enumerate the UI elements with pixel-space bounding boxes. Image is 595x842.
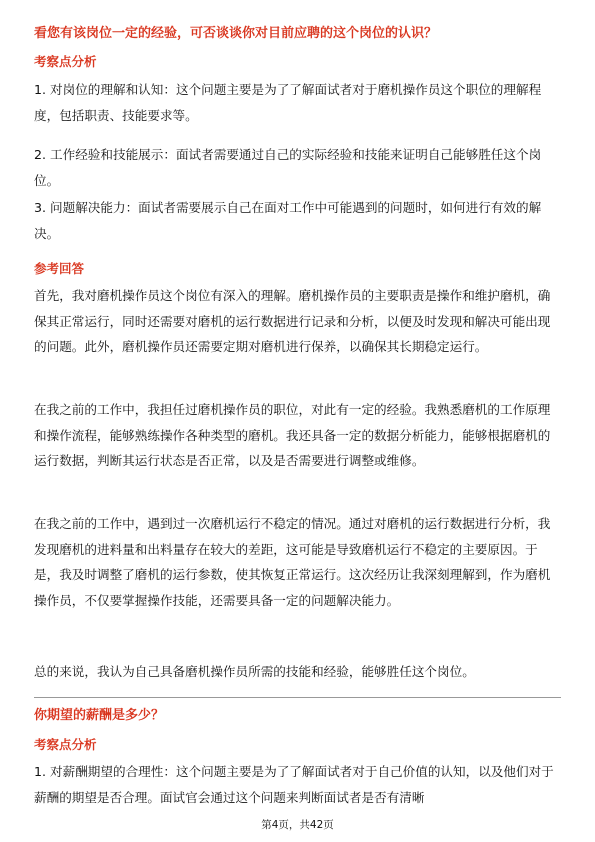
- q1-point-2: 2. 工作经验和技能展示：面试者需要通过自己的实际经验和技能来证明自己能够胜任这个岗位。: [34, 147, 542, 188]
- q1-answer-paragraph-1: 首先，我对磨机操作员这个岗位有深入的理解。磨机操作员的主要职责是操作和维护磨机，确保其正常运行，同时还需要对磨机的运行数据进行记录和分析，以便及时发现和解决可能出现的问题。此外，磨机操作员还需要定期对磨机进行保养，以确保其长期稳定运行。: [34, 288, 551, 355]
- q1-answer-paragraph-3: 在我之前的工作中，遇到过一次磨机运行不稳定的情况。通过对磨机的运行数据进行分析，我发现磨机的进料量和出料量存在较大的差距，这可能是导致磨机运行不稳定的主要原因。于是，我及时调整了磨机的运行参数，使其恢复正常运行。这次经历让我深刻理解到，作为磨机操作员，不仅要掌握操作技能，还需要具备一定的问题解决能力。: [34, 516, 551, 608]
- q1-analysis-heading: 考察点分析: [34, 54, 97, 69]
- question-1-title: 看您有该岗位一定的经验，可否谈谈你对目前应聘的这个岗位的认识？: [34, 26, 438, 41]
- section-divider: [34, 697, 561, 698]
- page-number: 第4页，共42页: [261, 819, 334, 831]
- q1-point-3: 3. 问题解决能力：面试者需要展示自己在面对工作中可能遇到的问题时，如何进行有效的解决。: [34, 200, 542, 241]
- q1-answer-heading: 参考回答: [34, 261, 85, 276]
- q2-point-1: 1. 对薪酬期望的合理性：这个问题主要是为了了解面试者对于自己价值的认知，以及他们对于薪酬的期望是否合理。面试官会通过这个问题来判断面试者是否有清晰: [34, 764, 554, 805]
- q1-answer-paragraph-2: 在我之前的工作中，我担任过磨机操作员的职位，对此有一定的经验。我熟悉磨机的工作原理和操作流程，能够熟练操作各种类型的磨机。我还具备一定的数据分析能力，能够根据磨机的运行数据，判断其运行状态是否正常，以及是否需要进行调整或维修。: [34, 402, 551, 469]
- q2-analysis-heading: 考察点分析: [34, 737, 97, 752]
- q1-answer-paragraph-4: 总的来说，我认为自己具备磨机操作员所需的技能和经验，能够胜任这个岗位。: [34, 664, 475, 679]
- question-2-title: 你期望的薪酬是多少？: [34, 708, 165, 723]
- q1-point-1: 1. 对岗位的理解和认知：这个问题主要是为了了解面试者对于磨机操作员这个职位的理解程度，包括职责、技能要求等。: [34, 82, 542, 123]
